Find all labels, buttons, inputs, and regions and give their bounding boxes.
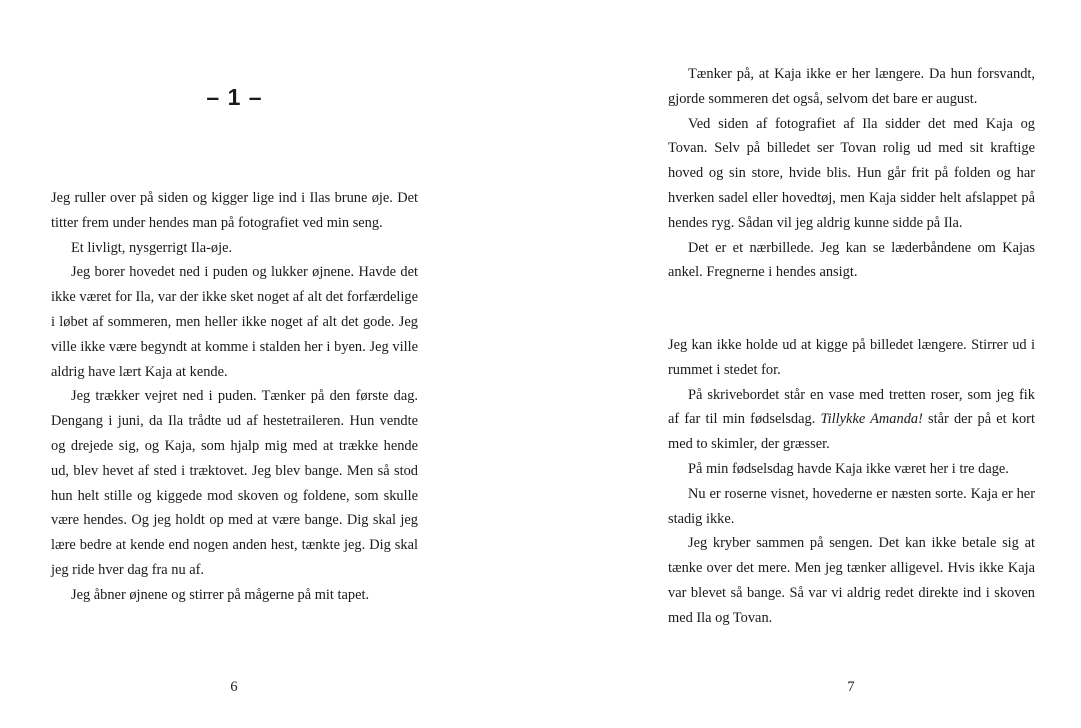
- right-page-text-bottom: [668, 333, 1035, 631]
- card-text: Tillykke Amanda!: [820, 411, 923, 428]
- left-page-text: [51, 186, 418, 608]
- right-page: [540, 0, 1081, 728]
- paragraph: Jeg borer hovedet ned i puden og lukker øjnene. Havde det ikke været for Ila, var der ikke sket noget af alt det forfærdelige i løbet af sommeren, men heller ikke noget af alt det gode. Jeg ville ikke være begyndt at komme i stalden her i byen. Jeg ville aldrig have lært Kaja at kende.: [51, 264, 418, 380]
- paragraph: Et livligt, nysgerrigt Ila-øje.: [71, 239, 233, 256]
- paragraph: Ved siden af fotografiet af Ila sidder det med Kaja og Tovan. Selv på billedet ser Tovan rolig ud med sit kraftige hoved og sin store, hvide blis. Hun går frit på folden og har hverken sadel eller hovedtøj, men Kaja sidder helt afslappet på hendes ryg. Sådan vil jeg aldrig kunne sidde på Ila.: [668, 115, 1035, 231]
- paragraph: Jeg kryber sammen på sengen. Det kan ikke betale sig at tænke over det mere. Men jeg tænker alligevel. Hvis ikke Kaja var blevet så bange. Så var vi aldrig redet direkte ind i skoven med Ila og Tovan.: [668, 535, 1035, 626]
- paragraph: Jeg ruller over på siden og kigger lige ind i Ilas brune øje. Det titter frem under hendes man på fotografiet ved min seng.: [51, 190, 418, 231]
- paragraph: Tænker på, at Kaja ikke er her længere. Da hun forsvandt, gjorde sommeren det også, selvom det bare er august.: [668, 66, 1035, 107]
- right-page-text-top: [668, 62, 1035, 285]
- left-page: [0, 0, 540, 728]
- paragraph: Nu er roserne visnet, hovederne er næsten sorte. Kaja er her stadig ikke.: [668, 485, 1035, 527]
- paragraph-text: På skrivebordet står en vase med tretten roser, som jeg fik af far til min fødselsdag.: [668, 386, 1035, 428]
- paragraph: Jeg kan ikke holde ud at kigge på billedet længere. Stirrer ud i rummet i stedet for.: [668, 337, 1035, 378]
- paragraph-text: står der på et kort med to skimler, der græsser.: [668, 411, 1035, 453]
- paragraph: Jeg åbner øjnene og stirrer på mågerne på mit tapet.: [71, 586, 370, 603]
- paragraph: Jeg trækker vejret ned i puden. Tænker på den første dag. Dengang i juni, da Ila trådte ud af hestetraileren. Hun vendte og drejede sig, og Kaja, som hjalp mig med at trække hende ud, blev hevet af sted i træktovet. Jeg blev bange. Men så stod hun helt stille og kiggede mod skoven og foldene, som skulle være hendes. Og jeg holdt op med at være bange. Dig skal jeg lære bedre at kende end nogen anden hest, tænkte jeg. Dig skal jeg ride hver dag fra nu af.: [51, 388, 418, 578]
- paragraph: På min fødselsdag havde Kaja ikke været her i tre dage.: [688, 460, 1009, 477]
- paragraph: [668, 383, 1035, 457]
- page-number: 7: [847, 679, 855, 695]
- chapter-heading: – 1 –: [206, 84, 263, 110]
- paragraph: Det er et nærbillede. Jeg kan se læderbåndene om Kajas ankel. Fregnerne i hendes ansigt.: [668, 239, 1035, 281]
- page-number: 6: [230, 679, 238, 695]
